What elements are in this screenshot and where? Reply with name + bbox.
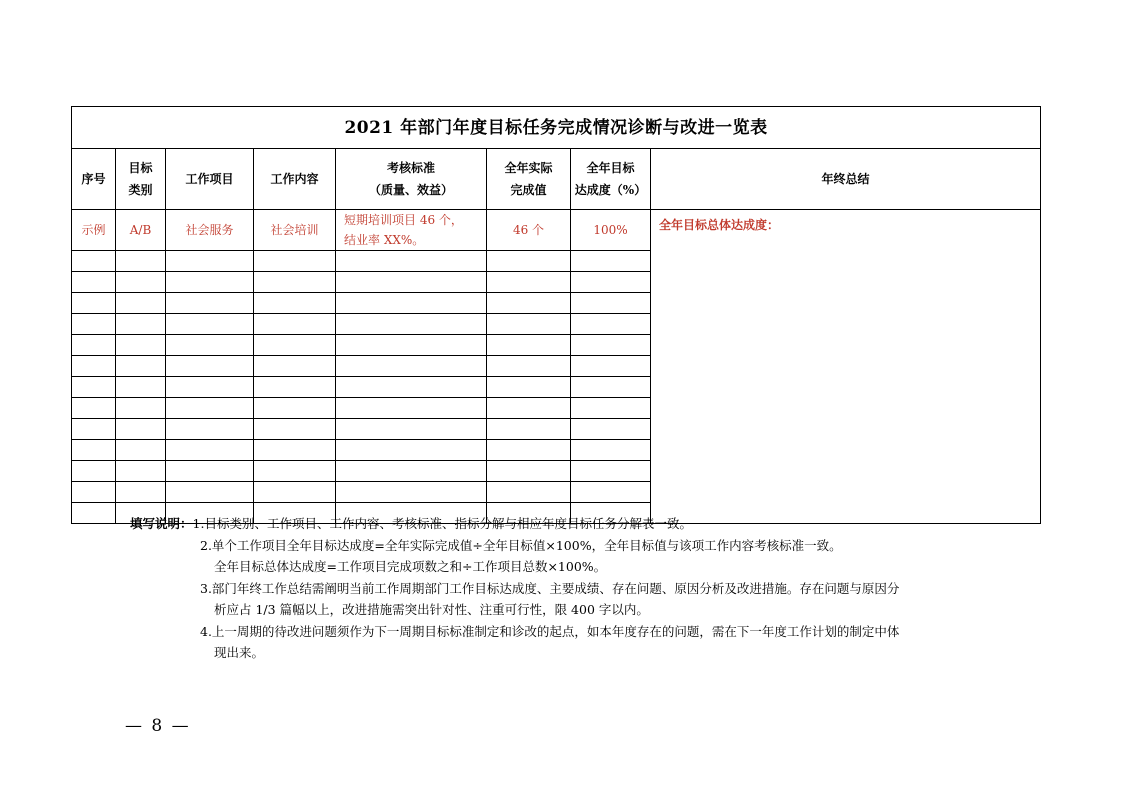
sample-row [72, 210, 1041, 251]
note-line: 3.部门年终工作总结需阐明当前工作周期部门工作目标达成度、主要成绩、存在问题、原因分析及改进措施。存在问题与原因分 [200, 580, 900, 596]
header-category: 目标 类别 [116, 149, 166, 210]
notes-label: 填写说明： [130, 516, 193, 531]
header-summary: 年终总结 [651, 149, 1041, 210]
note-line: 现出来。 [214, 645, 265, 660]
header-content: 工作内容 [254, 149, 336, 210]
sample-rate: 100% [571, 210, 651, 251]
sample-seq: 示例 [72, 210, 116, 251]
sample-content: 社会培训 [254, 210, 336, 251]
sample-category: A/B [116, 210, 166, 251]
page-number: — 8 — [125, 716, 191, 736]
diagnosis-table [71, 106, 1041, 524]
note-line: 全年目标总体达成度=工作项目完成项数之和÷工作项目总数×100%。 [214, 559, 607, 574]
table-title: 2021 年部门年度目标任务完成情况诊断与改进一览表 [72, 107, 1041, 149]
note-line: 填写说明：1.目标类别、工作项目、工作内容、考核标准、指标分解与相应年度目标任务分解表一致。 [130, 516, 692, 531]
note-line: 4.上一周期的待改进问题须作为下一周期目标标准制定和诊改的起点，如本年度存在的问题，需在下一年度工作计划的制定中体 [200, 623, 900, 639]
header-actual: 全年实际 完成值 [487, 149, 571, 210]
header-seq: 序号 [72, 149, 116, 210]
sample-standard: 短期培训项目 46 个， 结业率 XX%。 [336, 210, 487, 251]
header-standard: 考核标准 （质量、效益） [336, 149, 487, 210]
summary-cell: 全年目标总体达成度： [651, 210, 1041, 524]
sample-project: 社会服务 [166, 210, 254, 251]
header-project: 工作项目 [166, 149, 254, 210]
filling-instructions [130, 513, 1000, 664]
sample-actual: 46 个 [487, 210, 571, 251]
header-rate: 全年目标 达成度（%） [571, 149, 651, 210]
note-line: 析应占 1/3 篇幅以上，改进措施需突出针对性、注重可行性，限 400 字以内。 [214, 602, 649, 617]
note-line: 2.单个工作项目全年目标达成度=全年实际完成值÷全年目标值×100%，全年目标值与该项工作内容考核标准一致。 [200, 537, 842, 553]
